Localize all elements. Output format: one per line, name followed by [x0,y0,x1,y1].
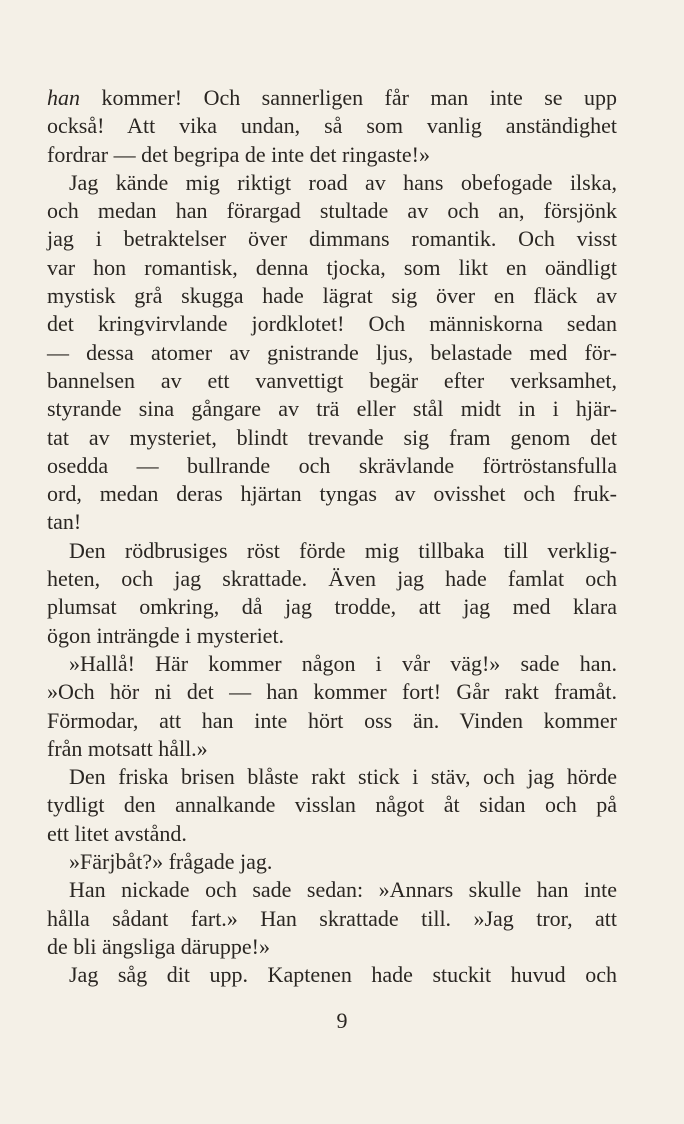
text-line: jag i betraktelser över dimmans romantik. Och visst [47,226,617,252]
text-line: från motsatt håll.» [47,735,208,761]
text-line: fordrar — det begripa de inte det ringaste!» [47,141,431,167]
text-line: — dessa atomer av gnistrande ljus, belastade med för- [47,339,617,365]
text-line: »Och hör ni det — han kommer fort! Går rakt framåt. [47,679,617,705]
text-line: var hon romantisk, denna tjocka, som likt en oändligt [47,254,617,280]
text-line: osedda — bullrande och skrävlande förtröstansfulla [47,452,617,478]
text-line: och medan han förargad stultade av och an, försjönk [47,198,617,224]
text-line: mystisk grå skugga hade lägrat sig över en fläck av [47,283,617,309]
text-line: heten, och jag skrattade. Även jag hade famlat och [47,566,617,592]
text-line: Han nickade och sade sedan: »Annars skulle han inte [69,877,617,903]
text-line: »Hallå! Här kommer någon i vår väg!» sade han. [69,650,617,676]
text-line: plumsat omkring, då jag trodde, att jag med klara [47,594,617,620]
text-line [47,84,617,112]
text-line: ett litet avstånd. [47,820,187,846]
text-line: tat av mysteriet, blindt trevande sig fram genom det [47,424,617,450]
text-line: »Färjbåt?» frågade jag. [69,849,273,875]
text-line: också! Att vika undan, så som vanlig anständighet [47,113,617,139]
text-line: tan! [47,509,82,535]
text-line: ord, medan deras hjärtan tyngas av ovisshet och fruk- [47,481,617,507]
text-line: Förmodar, att han inte hört oss än. Vinden kommer [47,707,617,733]
text-line: det kringvirvlande jordklotet! Och människorna sedan [47,311,617,337]
text-line: Den rödbrusiges röst förde mig tillbaka till verklig- [69,537,617,563]
text-line: ögon inträngde i mysteriet. [47,622,285,648]
text-line: styrande sina gångare av trä eller stål midt in i hjär- [47,396,617,422]
text-line: bannelsen av ett vanvettigt begär efter verksamhet, [47,367,617,393]
text-line: Jag såg dit upp. Kaptenen hade stuckit huvud och [69,962,617,988]
text-line: Den friska brisen blåste rakt stick i stäv, och jag hörde [69,764,617,790]
text-line: de bli ängsliga däruppe!» [47,933,270,959]
text-line: hålla sådant fart.» Han skrattade till. »Jag tror, att [47,905,617,931]
text-line-rest: kommer! Och sannerligen får man inte se upp [80,85,617,110]
text-line: Jag kände mig riktigt road av hans obefogade ilska, [69,169,617,195]
page-number: 9 [336,1008,348,1033]
page-body [47,84,617,990]
italic-word: han [47,85,80,110]
text-line: tydligt den annalkande visslan något åt sidan och på [47,792,617,818]
